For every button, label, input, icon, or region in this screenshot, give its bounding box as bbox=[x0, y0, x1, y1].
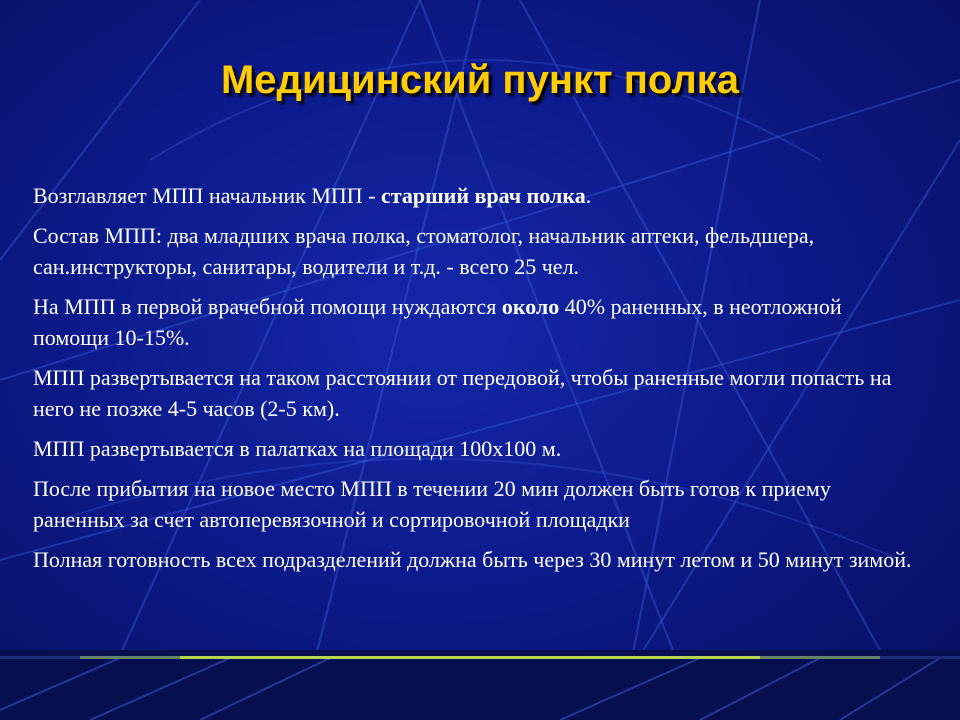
slide-title: Медицинский пункт полка bbox=[220, 58, 739, 102]
paragraph-distance: МПП развертывается на таком расстоянии от передовой, чтобы раненные могли попасть на него не позже 4-5 часов (2-5 км). bbox=[33, 365, 892, 421]
slide-body bbox=[33, 180, 913, 584]
paragraph-readiness-time: После прибытия на новое место МПП в течении 20 мин должен быть готов к приему раненных за счет автоперевязочной и сортировочной площадки bbox=[33, 476, 831, 532]
paragraph-area: МПП развертывается в палатках на площади 100х100 м. bbox=[33, 436, 562, 461]
footer-decoration bbox=[0, 650, 960, 720]
paragraph-care-needs: На МПП в первой врачебной помощи нуждаются около 40% раненных, в неотложной помощи 10-15%. bbox=[33, 294, 842, 350]
paragraph-head-of-mpp: Возглавляет МПП начальник МПП - старший врач полка. bbox=[33, 183, 592, 208]
paragraph-staff: Состав МПП: два младших врача полка, стоматолог, начальник аптеки, фельдшера, сан.инструкторы, санитары, водители и т.д. - всего 25 чел. bbox=[33, 223, 815, 279]
paragraph-full-readiness: Полная готовность всех подразделений должна быть через 30 минут летом и 50 минут зимой. bbox=[33, 547, 912, 572]
